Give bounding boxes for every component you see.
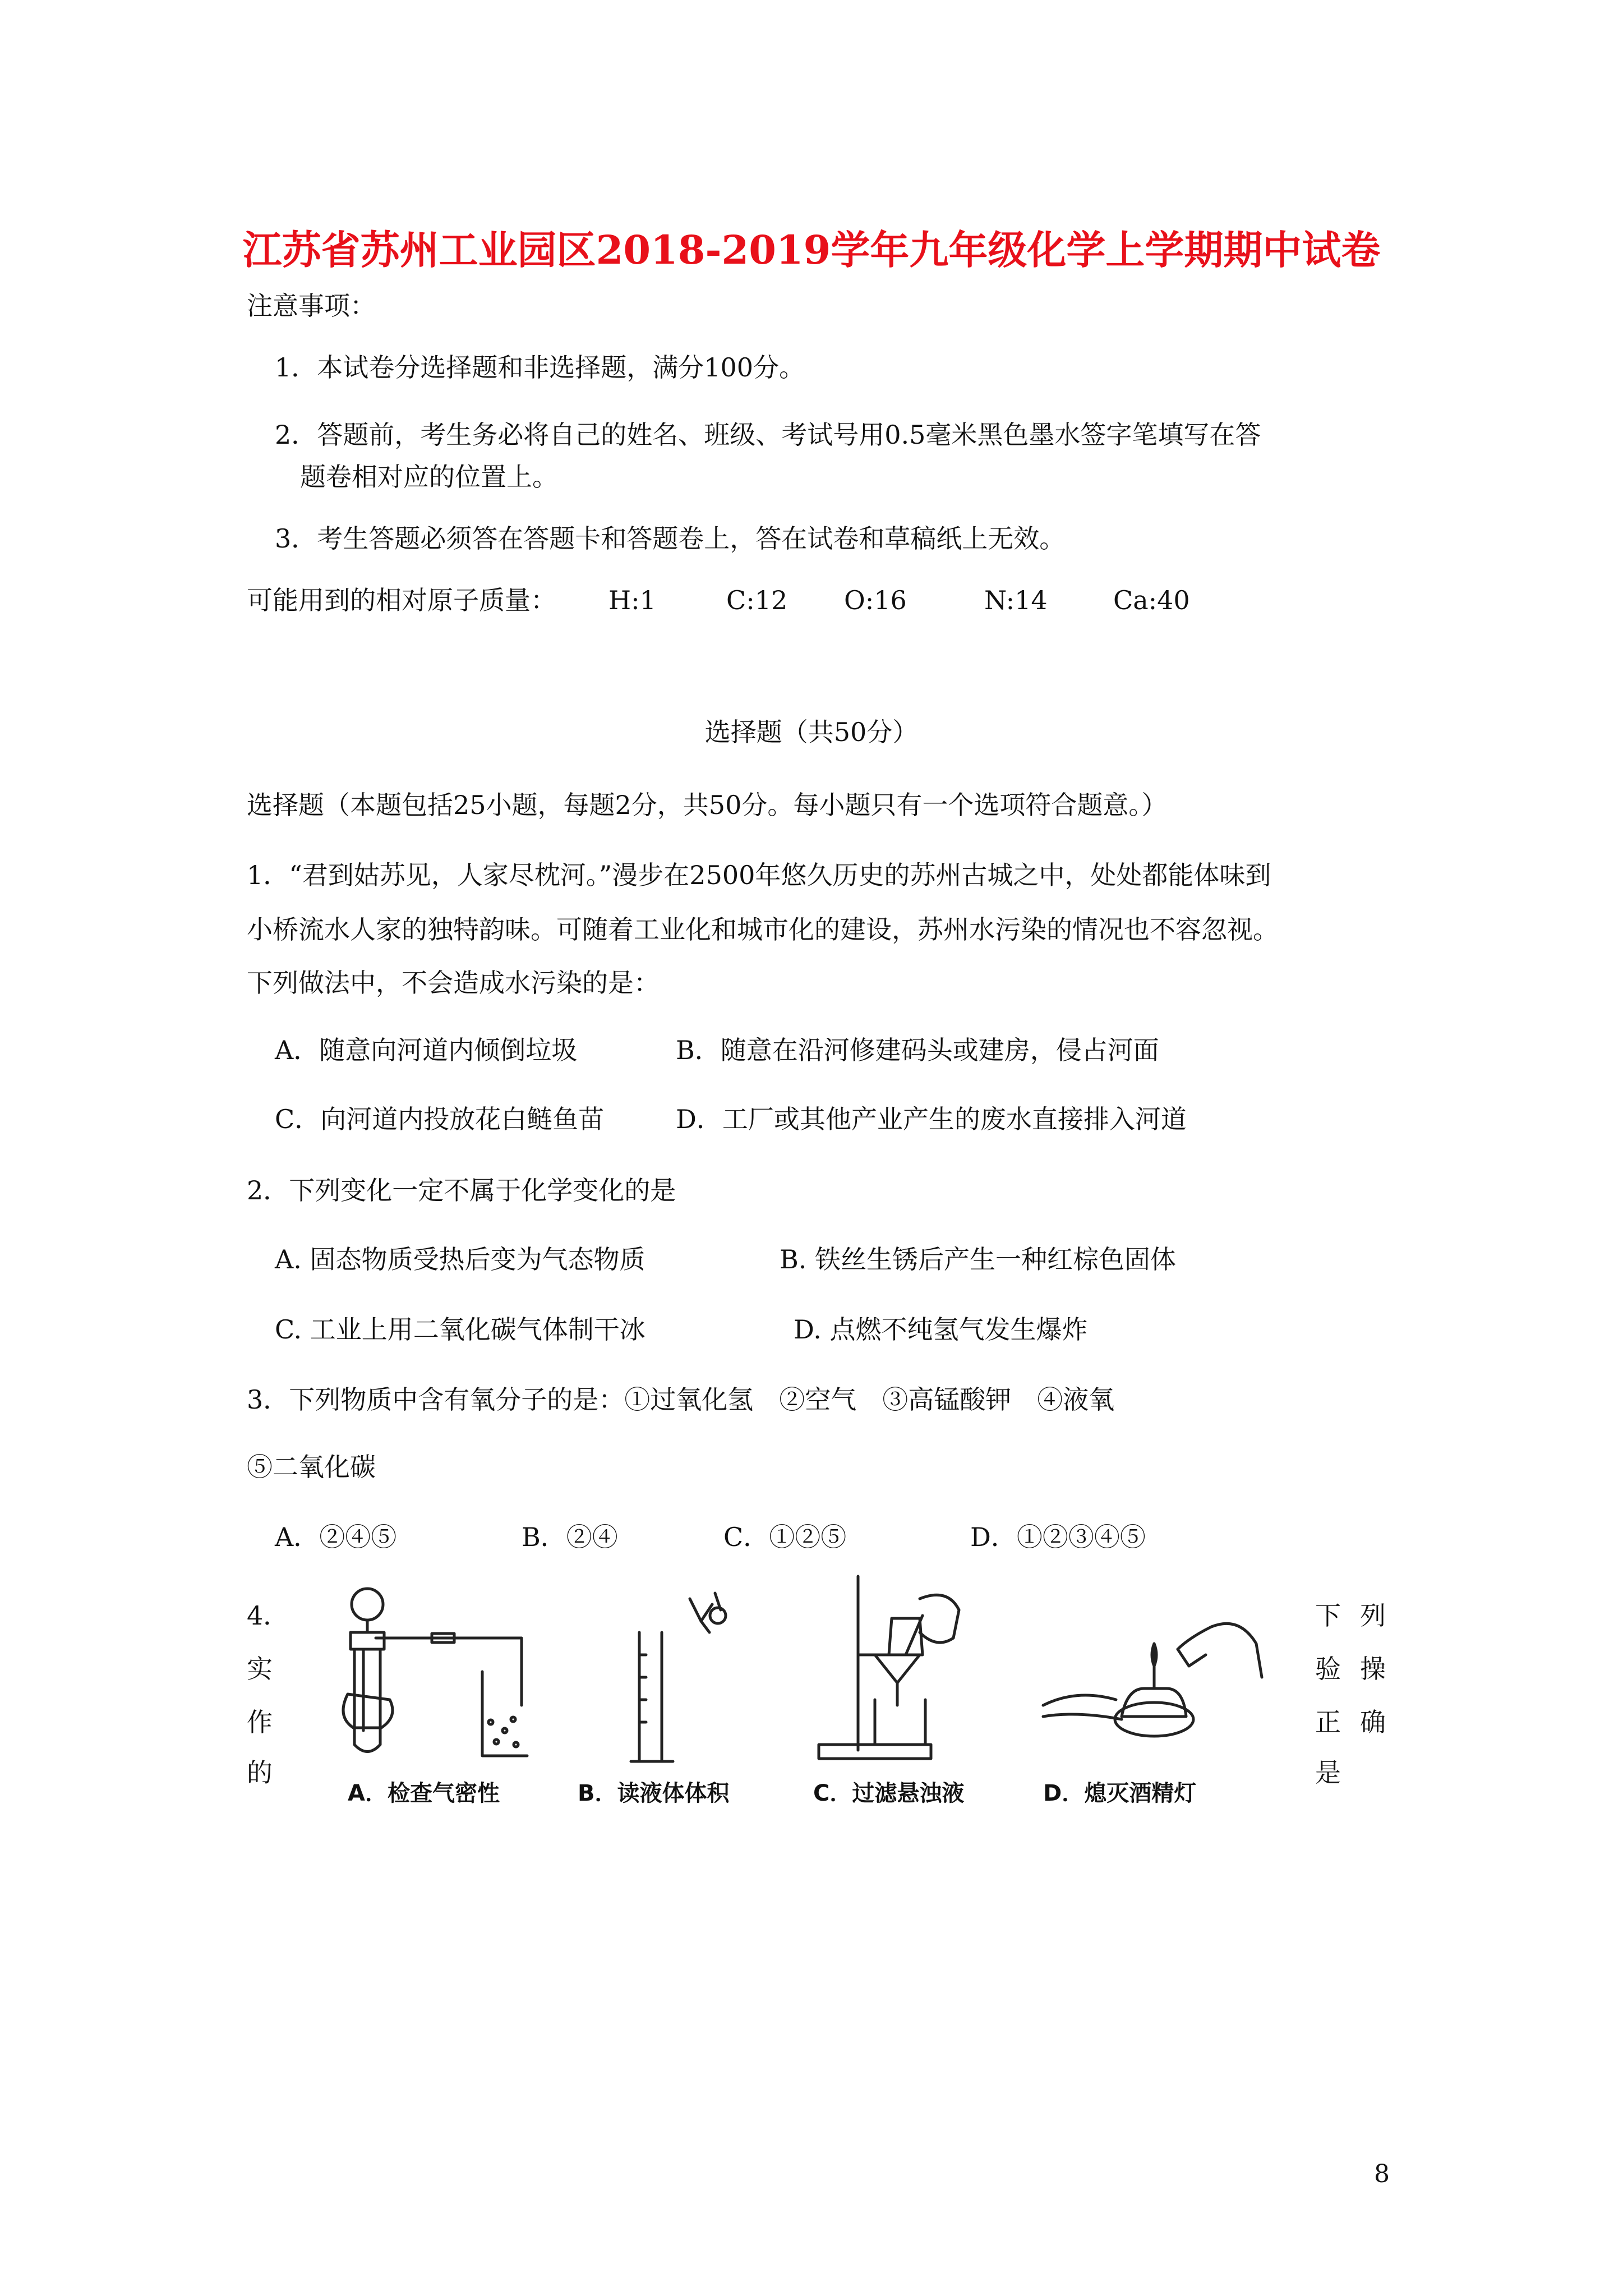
- section-instructions: 选择题（本题包括25小题，每题2分，共50分。每小题只有一个选项符合题意。）: [247, 790, 1168, 820]
- q1-stem-line-2: 小桥流水人家的独特韵味。可随着工业化和城市化的建设，苏州水污染的情况也不容忽视。: [247, 914, 1279, 945]
- q2-option-b: B. 铁丝生锈后产生一种红棕色固体: [780, 1244, 1177, 1274]
- atomic-mass-label: 可能用到的相对原子质量：: [247, 585, 556, 615]
- q2-stem: 2．下列变化一定不属于化学变化的是: [247, 1175, 676, 1205]
- q4-right-char-3a: 正: [1315, 1707, 1341, 1737]
- notice-item-3: 3．考生答题必须答在答题卡和答题卷上，答在试卷和草稿纸上无效。: [275, 523, 1066, 554]
- q1-option-a: A．随意向河道内倾倒垃圾: [275, 1035, 578, 1065]
- q4-left-char-2: 实: [247, 1654, 273, 1684]
- q1-option-d: D．工厂或其他产业产生的废水直接排入河道: [676, 1104, 1187, 1134]
- atomic-mass-n: N:14: [984, 585, 1048, 615]
- q3-option-c: C．①②⑤: [723, 1522, 847, 1552]
- q4-right-char-1b: 列: [1360, 1600, 1386, 1631]
- q3-stem-cont: ⑤二氧化碳: [247, 1452, 376, 1482]
- q4-right-char-4a: 是: [1315, 1757, 1341, 1788]
- q2-option-d: D. 点燃不纯氢气发生爆炸: [794, 1314, 1088, 1345]
- q4-right-char-1a: 下: [1315, 1600, 1341, 1631]
- q1-stem-line-1: 1．“君到姑苏见，人家尽枕河。”漫步在2500年悠久历史的苏州古城之中，处处都能体味到: [247, 860, 1271, 890]
- q3-option-a: A．②④⑤: [275, 1522, 397, 1552]
- q4-right-char-2b: 操: [1360, 1654, 1386, 1684]
- q2-option-a: A. 固态物质受热后变为气态物质: [275, 1244, 645, 1274]
- atomic-mass-h: H:1: [608, 585, 656, 615]
- figure-c-filtering: [808, 1565, 987, 1767]
- q1-option-c: C．向河道内投放花白鲢鱼苗: [275, 1104, 605, 1134]
- atomic-mass-ca: Ca:40: [1113, 585, 1190, 615]
- notice-item-2: 2．答题前，考生务必将自己的姓名、班级、考试号用0.5毫米黑色墨水签字笔填写在答: [275, 420, 1261, 450]
- figure-b-label: B．读液体体积: [578, 1780, 730, 1806]
- page-title: 江苏省苏州工业园区2018-2019学年九年级化学上学期期中试卷: [242, 227, 1381, 273]
- atomic-mass-o: O:16: [844, 585, 907, 615]
- notice-item-1: 1．本试卷分选择题和非选择题，满分100分。: [275, 352, 805, 383]
- figure-d-label: D．熄灭酒精灯: [1043, 1780, 1197, 1806]
- figure-a-label: A．检查气密性: [348, 1780, 500, 1806]
- section-heading: 选择题（共50分）: [704, 717, 919, 747]
- page-number: 8: [1374, 2160, 1390, 2188]
- q3-option-b: B．②④: [522, 1522, 618, 1552]
- q1-option-b: B．随意在沿河修建码头或建房，侵占河面: [676, 1035, 1159, 1065]
- q4-right-char-2a: 验: [1315, 1654, 1341, 1684]
- q4-left-char-1: 4．: [247, 1600, 289, 1631]
- q3-stem: 3．下列物质中含有氧分子的是：①过氧化氢 ②空气 ③高锰酸钾 ④液氧: [247, 1384, 1115, 1415]
- figure-d-extinguish-lamp: [1043, 1604, 1267, 1773]
- q1-stem-line-3: 下列做法中，不会造成水污染的是：: [247, 968, 660, 998]
- q4-right-char-3b: 确: [1360, 1707, 1386, 1737]
- q2-option-c: C. 工业上用二氧化碳气体制干冰: [275, 1314, 645, 1345]
- figure-b-read-volume: [628, 1588, 740, 1767]
- q4-left-char-3: 作: [247, 1707, 273, 1737]
- q4-left-char-4: 的: [247, 1757, 273, 1788]
- q3-option-d: D．①②③④⑤: [970, 1522, 1146, 1552]
- notice-heading: 注意事项：: [247, 291, 376, 321]
- figure-a-gas-tightness: [336, 1582, 527, 1761]
- atomic-mass-c: C:12: [726, 585, 788, 615]
- notice-item-2-cont: 题卷相对应的位置上。: [300, 462, 558, 492]
- figure-c-label: C．过滤悬浊液: [813, 1780, 965, 1806]
